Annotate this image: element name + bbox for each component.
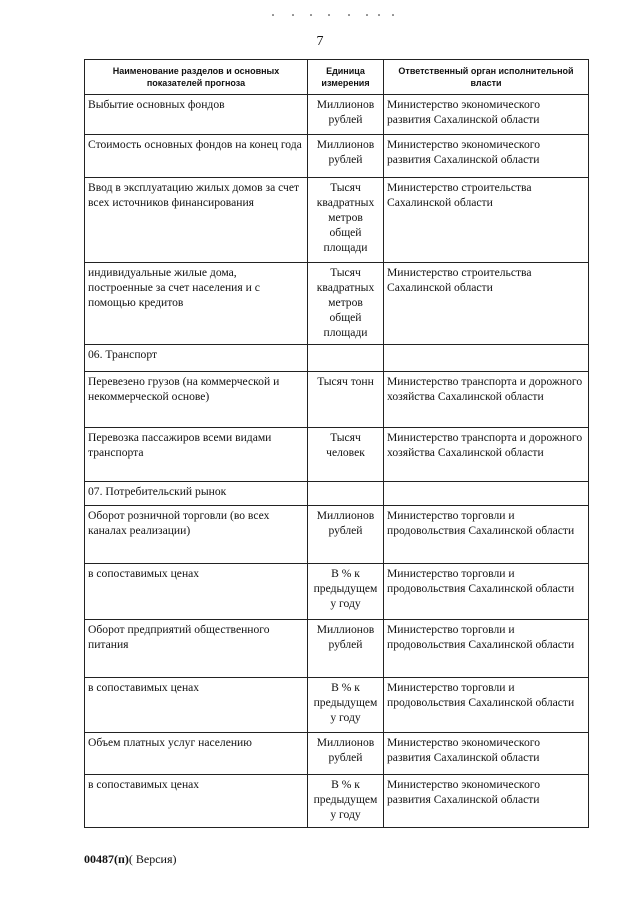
row-unit: Миллионов рублей bbox=[308, 95, 384, 135]
row-name: Перевезено грузов (на коммерческой и некоммерческой основе) bbox=[85, 372, 308, 428]
column-header-name: Наименование разделов и основных показателей прогноза bbox=[85, 60, 308, 95]
row-org: Министерство торговли и продовольствия Сахалинской области bbox=[384, 678, 589, 733]
row-unit: Миллионов рублей bbox=[308, 506, 384, 564]
row-org: Министерство строительства Сахалинской области bbox=[384, 263, 589, 345]
row-org: Министерство транспорта и дорожного хозяйства Сахалинской области bbox=[384, 372, 589, 428]
section-row bbox=[85, 482, 589, 506]
table-row bbox=[85, 263, 589, 345]
row-name: Выбытие основных фондов bbox=[85, 95, 308, 135]
table-row bbox=[85, 620, 589, 678]
column-header-org: Ответственный орган исполнительной власти bbox=[384, 60, 589, 95]
table-row bbox=[85, 95, 589, 135]
row-org: Министерство экономического развития Сахалинской области bbox=[384, 135, 589, 178]
row-org: Министерство торговли и продовольствия Сахалинской области bbox=[384, 620, 589, 678]
section-title: 07. Потребительский рынок bbox=[85, 482, 308, 506]
column-header-unit: Единица измерения bbox=[308, 60, 384, 95]
table-row bbox=[85, 678, 589, 733]
row-name: в сопоставимых ценах bbox=[85, 564, 308, 620]
footer-version: ( Версия) bbox=[128, 852, 177, 866]
row-unit: Тысяч тонн bbox=[308, 372, 384, 428]
table-row bbox=[85, 775, 589, 828]
table-row bbox=[85, 428, 589, 482]
row-name: индивидуальные жилые дома, построенные за счет населения и с помощью кредитов bbox=[85, 263, 308, 345]
row-org: Министерство экономического развития Сахалинской области bbox=[384, 95, 589, 135]
row-name: Перевозка пассажиров всеми видами транспорта bbox=[85, 428, 308, 482]
row-name: в сопоставимых ценах bbox=[85, 678, 308, 733]
row-unit: В % к предыдущем у году bbox=[308, 564, 384, 620]
section-row bbox=[85, 345, 589, 372]
table-row bbox=[85, 564, 589, 620]
table-row bbox=[85, 506, 589, 564]
row-name: Оборот предприятий общественного питания bbox=[85, 620, 308, 678]
row-name: в сопоставимых ценах bbox=[85, 775, 308, 828]
row-org: Министерство транспорта и дорожного хозяйства Сахалинской области bbox=[384, 428, 589, 482]
document-footer bbox=[84, 852, 177, 867]
row-org: Министерство торговли и продовольствия Сахалинской области bbox=[384, 564, 589, 620]
row-unit: Тысяч квадратных метров общей площади bbox=[308, 178, 384, 263]
table-row bbox=[85, 733, 589, 775]
scan-speckles bbox=[270, 14, 400, 22]
row-org: Министерство строительства Сахалинской области bbox=[384, 178, 589, 263]
row-unit: Миллионов рублей bbox=[308, 135, 384, 178]
row-unit: В % к предыдущем у году bbox=[308, 775, 384, 828]
table-row bbox=[85, 135, 589, 178]
page-number: 7 bbox=[316, 34, 324, 49]
row-name: Объем платных услуг населению bbox=[85, 733, 308, 775]
row-org: Министерство экономического развития Сахалинской области bbox=[384, 733, 589, 775]
table-header-row bbox=[85, 60, 589, 95]
row-name: Оборот розничной торговли (во всех каналах реализации) bbox=[85, 506, 308, 564]
table-row bbox=[85, 372, 589, 428]
row-unit bbox=[308, 482, 384, 506]
row-org bbox=[384, 482, 589, 506]
row-org: Министерство торговли и продовольствия Сахалинской области bbox=[384, 506, 589, 564]
row-org bbox=[384, 345, 589, 372]
row-unit: Тысяч человек bbox=[308, 428, 384, 482]
section-title: 06. Транспорт bbox=[85, 345, 308, 372]
row-unit: Миллионов рублей bbox=[308, 733, 384, 775]
row-unit: Миллионов рублей bbox=[308, 620, 384, 678]
row-name: Стоимость основных фондов на конец года bbox=[85, 135, 308, 178]
row-unit: В % к предыдущем у году bbox=[308, 678, 384, 733]
footer-code: 00487(п) bbox=[84, 852, 129, 866]
row-org: Министерство экономического развития Сахалинской области bbox=[384, 775, 589, 828]
forecast-table bbox=[84, 59, 589, 828]
row-unit bbox=[308, 345, 384, 372]
row-unit: Тысяч квадратных метров общей площади bbox=[308, 263, 384, 345]
row-name: Ввод в эксплуатацию жилых домов за счет всех источников финансирования bbox=[85, 178, 308, 263]
table-row bbox=[85, 178, 589, 263]
